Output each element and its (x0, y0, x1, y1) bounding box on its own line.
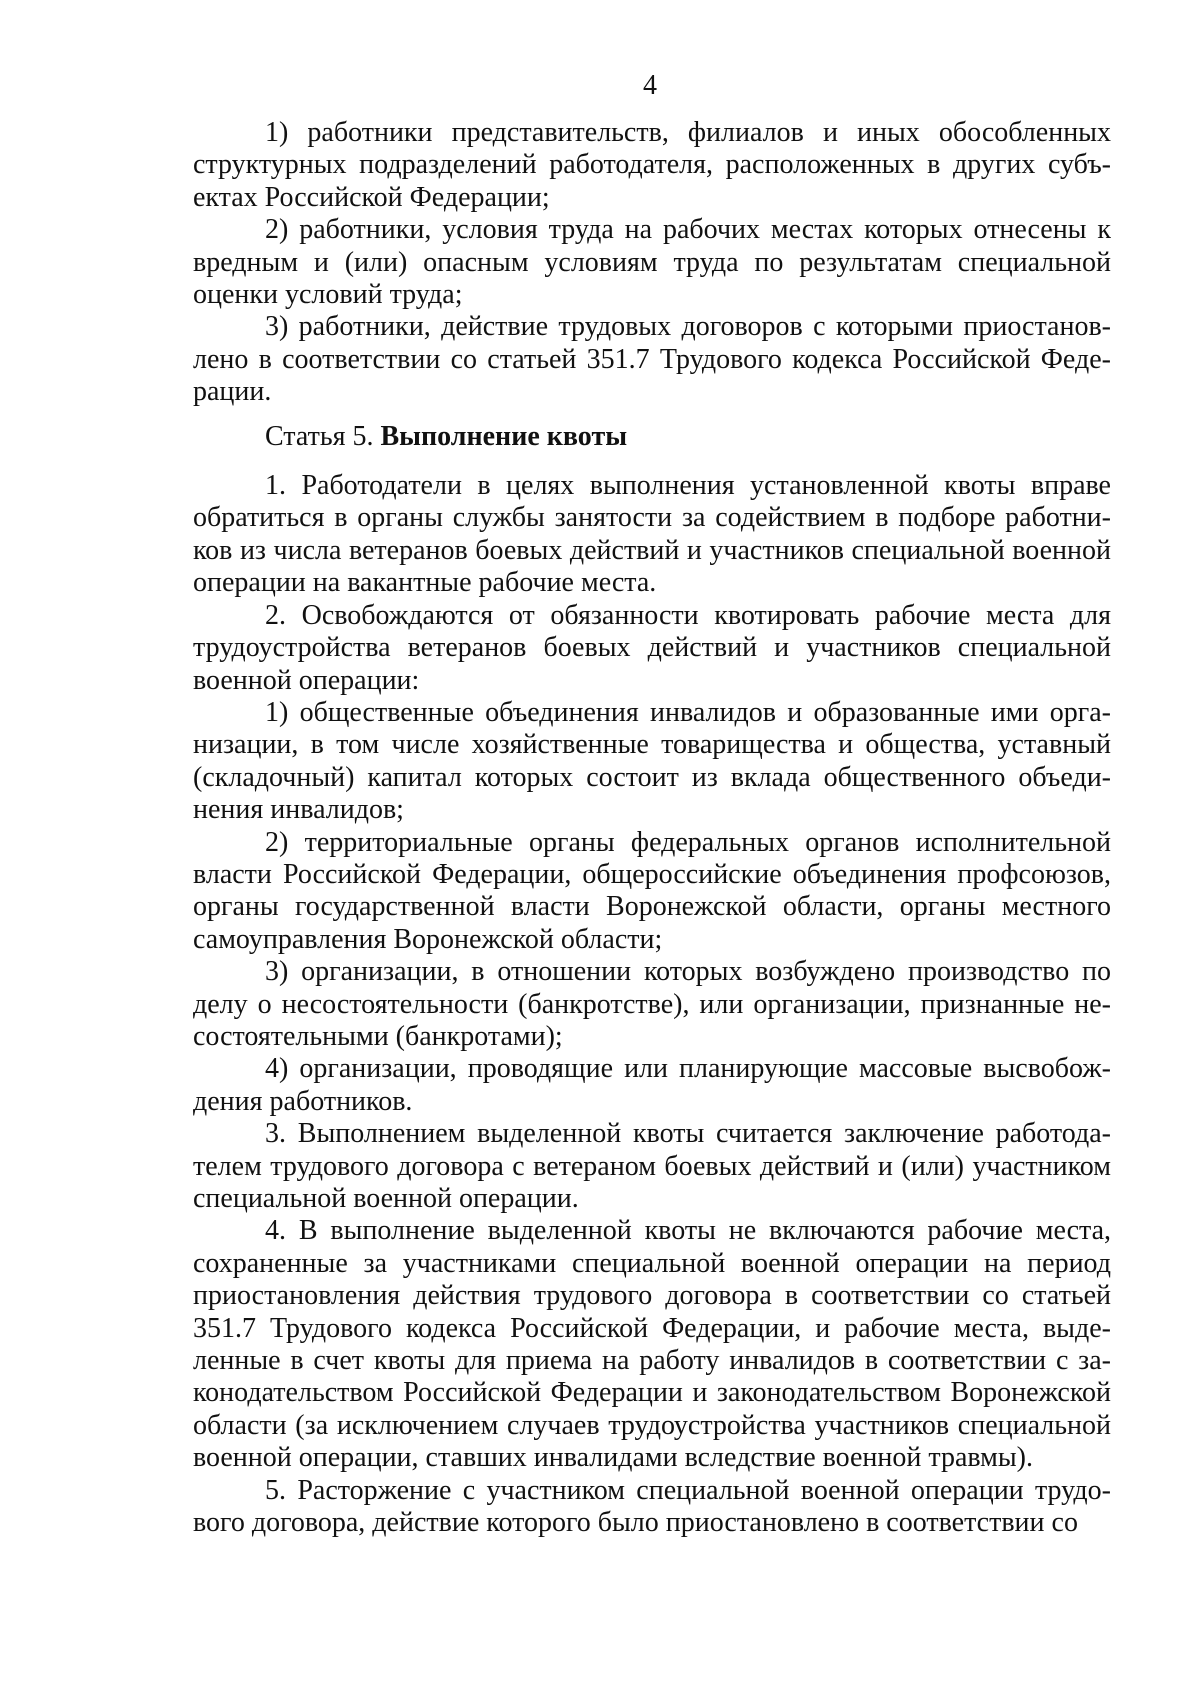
article-heading (193, 421, 1111, 453)
intro-item-2: 2) работники, условия труда на рабочих местах которых отнесены к вредным и (или) опасным условиям труда по результатам специальной оценки условий труда; (193, 214, 1111, 311)
paragraph-4: 4. В выполнение выделенной квоты не включаются рабочие места, сохраненные за участниками специальной военной операции на период приостановления действия трудового договора в соответствии со статьей 351.7 Трудового кодекса Российской Федерации, и рабочие места, выделенные в счет квоты для приема на работу инвалидов в соответствии с законодательством Российской Федерации и законодательством Воронежской области (за исключением случаев трудоустройства участников специальной военной операции, ставших инвалидами вследствие военной травмы). (193, 1215, 1111, 1474)
article-prefix: Статья 5. (265, 420, 381, 452)
article-title: Выполнение квоты (380, 420, 628, 452)
exemption-item-4: 4) организации, проводящие или планирующие массовые высвобождения работников. (193, 1053, 1111, 1117)
paragraph-5: 5. Расторжение с участником специальной военной операции трудового договора, действие которого было приостановлено в соответствии со (193, 1474, 1111, 1539)
page-number: 4 (643, 70, 657, 101)
paragraph-2: 2. Освобождаются от обязанности квотировать рабочие места для трудоустройства ветеранов боевых действий и участников специальной военной операции: (193, 599, 1111, 696)
intro-item-1: 1) работники представительств, филиалов и иных обособленных структурных подразделений работодателя, расположенных в других субъектах Российской Федерации; (193, 117, 1111, 213)
paragraph-3: 3. Выполнением выделенной квоты считается заключение работодателем трудового договора с ветераном боевых действий и (или) участником специальной военной операции. (193, 1118, 1111, 1214)
exemption-item-1: 1) общественные объединения инвалидов и образованные ими организации, в том числе хозяйственные товарищества и общества, уставный (складочный) капитал которых состоит из вклада общественного объединения инвалидов; (193, 696, 1111, 826)
paragraph-1: 1. Работодатели в целях выполнения установленной квоты вправе обратиться в органы службы занятости за содействием в подборе работников из числа ветеранов боевых действий и участников специальной военной операции на вакантные рабочие места. (193, 470, 1111, 599)
document-body (193, 117, 1111, 1539)
intro-item-3: 3) работники, действие трудовых договоров с которыми приостановлено в соответствии со статьей 351.7 Трудового кодекса Российской Федерации. (193, 311, 1111, 408)
exemption-item-3: 3) организации, в отношении которых возбуждено производство по делу о несостоятельности (банкротстве), или организации, признанные несостоятельными (банкротами); (193, 956, 1111, 1052)
exemption-item-2: 2) территориальные органы федеральных органов исполнительной власти Российской Федерации, общероссийские объединения профсоюзов, органы государственной власти Воронежской области, органы местного самоуправления Воронежской области; (193, 826, 1111, 955)
